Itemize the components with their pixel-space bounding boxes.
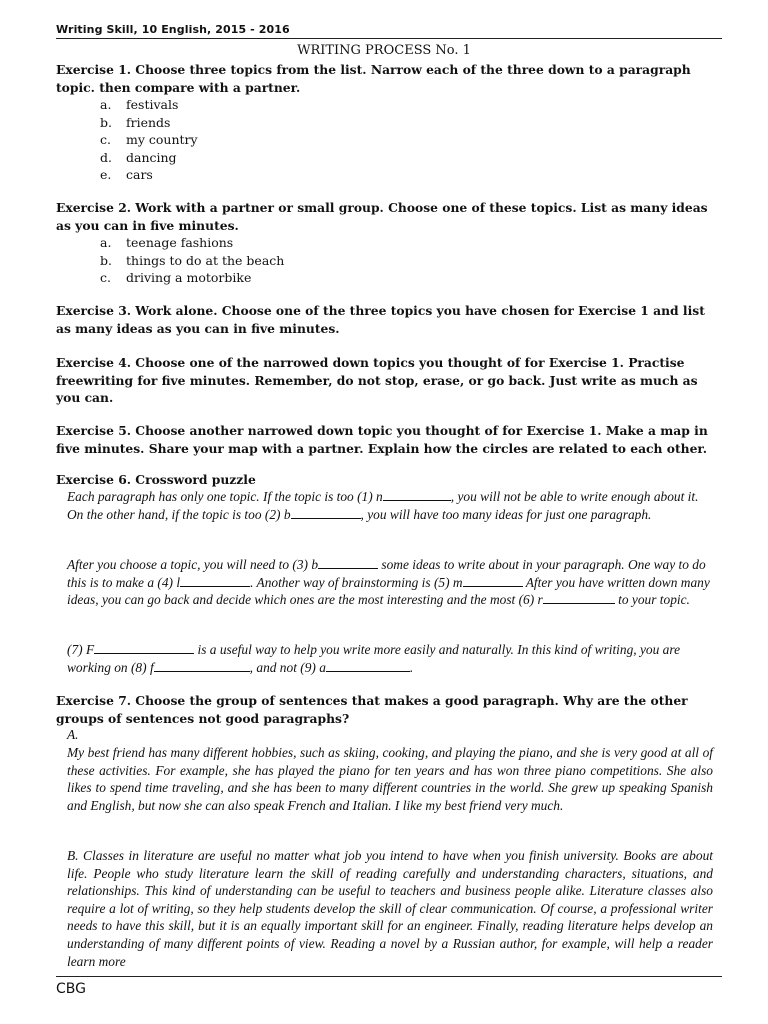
crossword-paragraph-1: Each paragraph has only one topic. If the topic is too (1) n , you will not be able to write enough about it. On the other hand, if the topic is too (2) b , you will have too many ideas for just one paragraph. xyxy=(67,489,699,522)
list-item: e. cars xyxy=(100,167,153,183)
paragraph-b: B. Classes in literature are useful no matter what job you intend to have when you finish university. Books are about life. People who study literature learn the skill of reading carefully and understanding characters, situations, and relationships. This kind of understanding can be useful to teachers and business people alike. Literature classes also require a lot of writing, so they help students develop the skill of clear communication. Of course, a professional writer needs to have this skill, but it is an equally important skill for an engineer. Finally, reading literature helps develop an understanding of many different points of view. Reading a novel by a Russian author, for example, will help a reader learn more xyxy=(67,848,713,969)
blank-2[interactable] xyxy=(291,506,361,519)
list-item: a. festivals xyxy=(100,97,179,112)
list-item: b. things to do at the beach xyxy=(100,252,285,268)
footer-rule xyxy=(56,976,722,977)
blank-4[interactable] xyxy=(180,574,250,587)
exercise-2-topic-list xyxy=(100,234,284,287)
blank-8[interactable] xyxy=(154,659,250,672)
exercise-7-instruction: Exercise 7. Choose the group of sentences that makes a good paragraph. Why are the other groups of sentences not good paragraphs? xyxy=(56,693,688,726)
blank-3[interactable] xyxy=(318,556,378,569)
page-title: WRITING PROCESS No. 1 xyxy=(297,43,471,58)
blank-5[interactable] xyxy=(463,574,523,587)
list-item: c. my country xyxy=(100,132,198,148)
blank-6[interactable] xyxy=(543,591,615,604)
list-item: c. driving a motorbike xyxy=(100,270,252,286)
list-item: b. friends xyxy=(100,114,171,130)
exercise-4-instruction: Exercise 4. Choose one of the narrowed down topics you thought of for Exercise 1. Practise freewriting for five minutes. Remember, do not stop, erase, or go back. Just write as much as you can. xyxy=(56,355,698,405)
exercise-5-instruction: Exercise 5. Choose another narrowed down topic you thought of for Exercise 1. Make a map in five minutes. Share your map with a partner. Explain how the circles are related to each other. xyxy=(56,423,708,456)
exercise-6-heading: Exercise 6. Crossword puzzle xyxy=(56,472,256,487)
exercise-3-instruction: Exercise 3. Work alone. Choose one of the three topics you have chosen for Exercise 1 and list as many ideas as you can in five minutes. xyxy=(56,303,705,336)
paragraph-a: My best friend has many different hobbies, such as skiing, cooking, and playing the piano, and she is very good at all of these activities. For example, she has played the piano for ten years and has won three piano competitions. She also likes to spend time traveling, and she has been to many different countries in the world. She grew up speaking Spanish and English, but now she can also speak French and Italian. I like my best friend very much. xyxy=(67,745,713,813)
header-rule xyxy=(56,38,722,39)
blank-7[interactable] xyxy=(94,641,194,654)
exercise-1-instruction: Exercise 1. Choose three topics from the list. Narrow each of the three down to a paragraph topic. then compare with a partner. xyxy=(56,62,691,95)
blank-9[interactable] xyxy=(326,659,410,672)
list-item: d. dancing xyxy=(100,149,177,165)
list-item: a. teenage fashions xyxy=(100,235,234,250)
exercise-1-topic-list xyxy=(100,96,198,184)
paragraph-a-label: A. xyxy=(67,727,79,742)
exercise-2-instruction: Exercise 2. Work with a partner or small group. Choose one of these topics. List as many ideas as you can in five minutes. xyxy=(56,200,708,233)
blank-1[interactable] xyxy=(383,488,451,501)
running-header: Writing Skill, 10 English, 2015 - 2016 xyxy=(56,23,290,36)
crossword-paragraph-3: (7) F is a useful way to help you write more easily and naturally. In this kind of writing, you are working on (8) f , and not (9) a . xyxy=(67,642,681,675)
footer-label: CBG xyxy=(56,981,86,997)
crossword-paragraph-2: After you choose a topic, you will need to (3) b some ideas to write about in your paragraph. One way to do this is to make a (4) l . Another way of brainstorming is (5) m After you have written down many ideas, you can go back and decide which ones are the most interesting and the most (6) r to your topic. xyxy=(67,557,710,608)
